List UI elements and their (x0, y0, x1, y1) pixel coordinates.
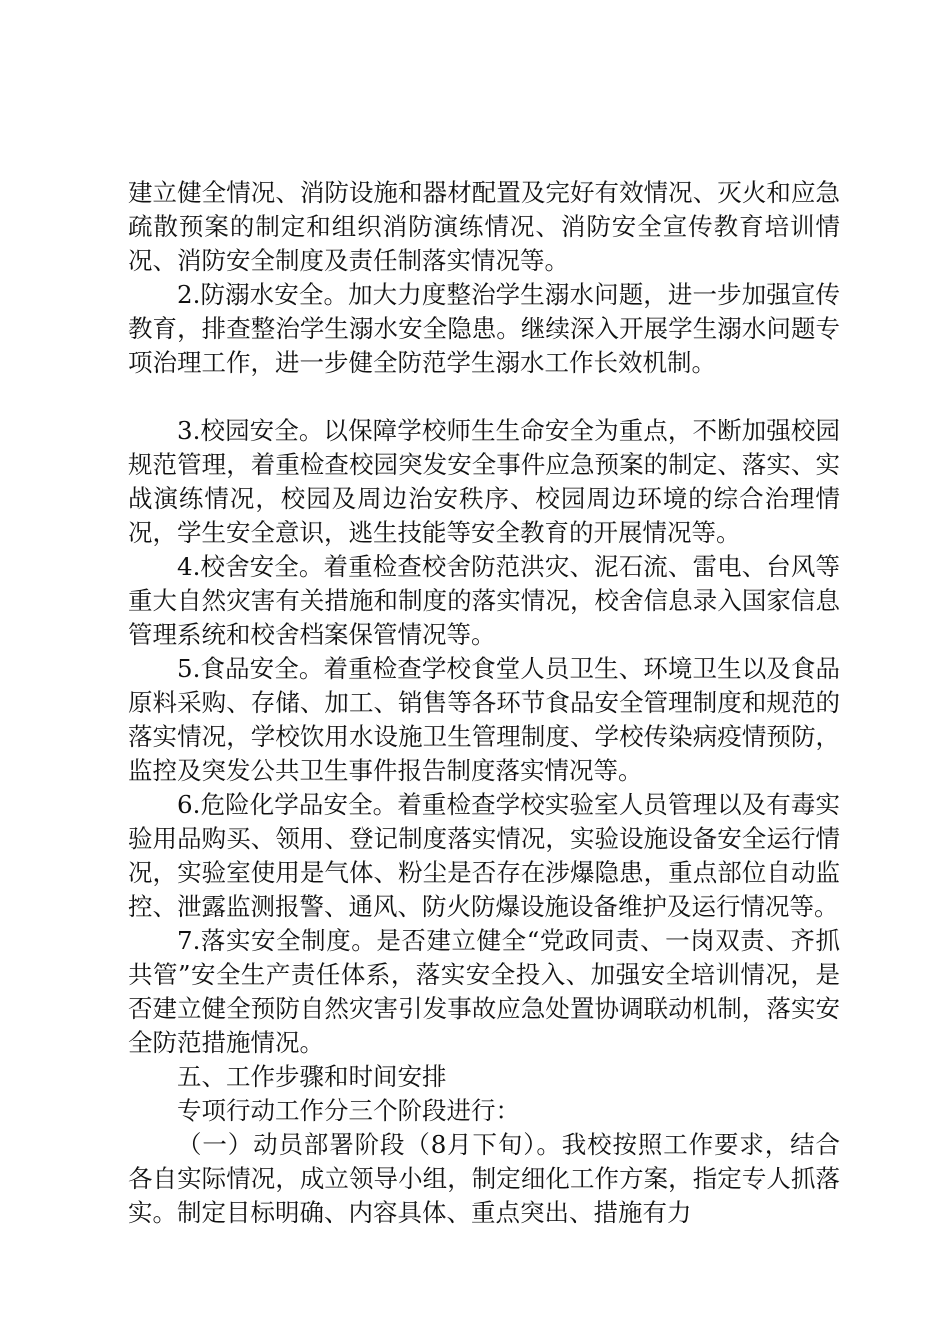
paragraph-drowning-prevention: 2.防溺水安全。加大力度整治学生溺水问题，进一步加强宣传教育，排查整治学生溺水安全隐患。继续深入开展学生溺水问题专项治理工作，进一步健全防范学生溺水工作长效机制。 (128, 280, 840, 377)
paragraph-safety-system: 7.落实安全制度。是否建立健全“党政同责、一岗双责、齐抓共管”安全生产责任体系，落实安全投入、加强安全培训情况，是否建立健全预防自然灾害引发事故应急处置协调联动机制，落实安全防范措施情况。 (128, 926, 840, 1057)
paragraph-hazardous-chemicals: 6.危险化学品安全。着重检查学校实验室人员管理以及有毒实验用品购买、领用、登记制度落实情况，实验设施设备安全运行情况，实验室使用是气体、粉尘是否存在涉爆隐患，重点部位自动监控、泄露监测报警、通风、防火防爆设施设备维护及运行情况等。 (128, 790, 840, 921)
document-body (128, 176, 840, 1230)
section-heading-work-steps: 五、工作步骤和时间安排 (177, 1062, 447, 1091)
paragraph-fire-safety-continued: 建立健全情况、消防设施和器材配置及完好有效情况、灭火和应急疏散预案的制定和组织消防演练情况、消防安全宣传教育培训情况、消防安全制度及责任制落实情况等。 (128, 178, 840, 275)
paragraph-school-building-safety: 4.校舍安全。着重检查校舍防范洪灾、泥石流、雷电、台风等重大自然灾害有关措施和制度的落实情况，校舍信息录入国家信息管理系统和校舍档案保管情况等。 (128, 552, 840, 649)
paragraph-campus-safety: 3.校园安全。以保障学校师生生命安全为重点，不断加强校园规范管理，着重检查校园突发安全事件应急预案的制定、落实、实战演练情况，校园及周边治安秩序、校园周边环境的综合治理情况，学生安全意识，逃生技能等安全教育的开展情况等。 (128, 416, 840, 547)
paragraph-three-stages: 专项行动工作分三个阶段进行： (177, 1096, 520, 1125)
paragraph-food-safety: 5.食品安全。着重检查学校食堂人员卫生、环境卫生以及食品原料采购、存储、加工、销售等各环节食品安全管理制度和规范的落实情况，学校饮用水设施卫生管理制度、学校传染病疫情预防，监控及突发公共卫生事件报告制度落实情况等。 (128, 654, 840, 785)
paragraph-mobilization-stage: （一）动员部署阶段（8月下旬）。我校按照工作要求，结合各自实际情况，成立领导小组，制定细化工作方案，指定专人抓落实。制定目标明确、内容具体、重点突出、措施有力 (128, 1130, 840, 1227)
